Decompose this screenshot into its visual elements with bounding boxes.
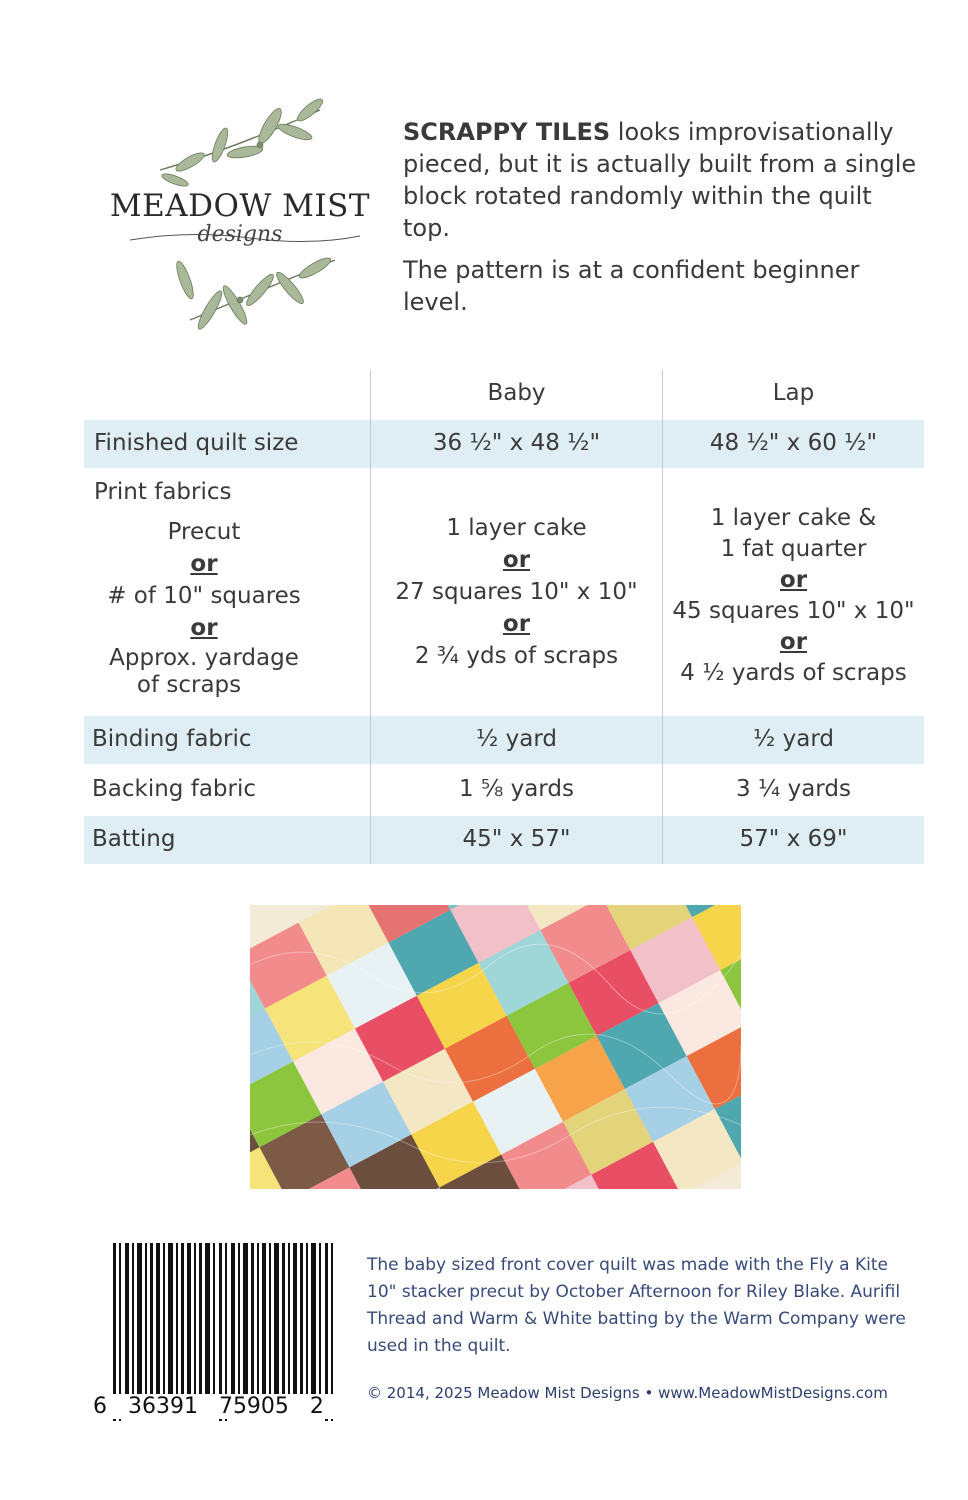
column-header-baby: Baby [487, 380, 546, 406]
sublabel-precut: Precut [167, 519, 241, 545]
intro-paragraph-1-rest: looks improvisationally pieced, but it is actually built from a single block rotated randomly within the quilt top. [403, 118, 917, 242]
print-lap-yardage: 4 ½ yards of scraps [680, 660, 907, 686]
copyright-line: © 2014, 2025 Meadow Mist Designs • www.MeadowMistDesigns.com [367, 1384, 888, 1402]
row-label-backing: Backing fabric [92, 776, 256, 802]
sublabel-squares: # of 10" squares [107, 583, 301, 609]
print-lap [663, 503, 924, 689]
or-label: or [190, 551, 218, 577]
or-label: or [190, 615, 218, 641]
backing-baby: 1 ⅝ yards [459, 776, 574, 802]
print-baby [371, 512, 662, 672]
brand-subline: designs [197, 222, 283, 247]
requirements-table [84, 370, 924, 864]
print-lap-precut-2: 1 fat quarter [720, 536, 867, 562]
intro-paragraph-1 [403, 116, 923, 244]
pattern-title: SCRAPPY TILES [403, 118, 611, 146]
credits-text: The baby sized front cover quilt was made with the Fly a Kite 10" stacker precut by October Afternoon for Riley Blake. Aurifil Thread and Warm & White batting by the Warm Company were used in the quilt. [367, 1255, 906, 1356]
quilt-photo [250, 905, 741, 1189]
barcode-number [93, 1394, 363, 1419]
or-label: or [779, 567, 808, 593]
sublabel-yardage: Approx. yardage [109, 645, 299, 671]
column-header-lap: Lap [772, 380, 815, 406]
print-baby-precut: 1 layer cake [446, 515, 587, 541]
barcode-digits: 6 36391 75905 2 [93, 1394, 324, 1419]
or-label: or [502, 611, 531, 637]
intro-paragraph-2: The pattern is at a confident beginner level. [403, 256, 860, 316]
finished-lap: 48 ½" x 60 ½" [709, 430, 878, 456]
backing-lap: 3 ¼ yards [736, 776, 851, 802]
sublabel-yardage-2: of scraps [136, 672, 242, 698]
intro-text [403, 116, 923, 328]
or-label: or [502, 547, 531, 573]
print-lap-precut: 1 layer cake & [710, 505, 877, 531]
print-baby-squares: 27 squares 10" x 10" [395, 579, 638, 605]
print-baby-yardage: 2 ¾ yds of scraps [414, 643, 619, 669]
binding-baby: ½ yard [476, 726, 557, 752]
brand-name: MEADOW MIST [109, 188, 371, 224]
print-lap-squares: 45 squares 10" x 10" [672, 598, 915, 624]
batting-lap: 57" x 69" [739, 826, 848, 852]
row-label-binding: Binding fabric [92, 726, 252, 752]
print-sublabels [94, 516, 314, 698]
brand-logo [100, 90, 380, 350]
row-label-finished: Finished quilt size [94, 430, 299, 456]
batting-baby: 45" x 57" [462, 826, 571, 852]
finished-baby: 36 ½" x 48 ½" [432, 430, 601, 456]
binding-lap: ½ yard [753, 726, 834, 752]
row-label-print: Print fabrics [94, 479, 232, 505]
quilt-image [250, 905, 741, 1189]
row-label-batting: Batting [92, 826, 176, 852]
or-label: or [779, 629, 808, 655]
